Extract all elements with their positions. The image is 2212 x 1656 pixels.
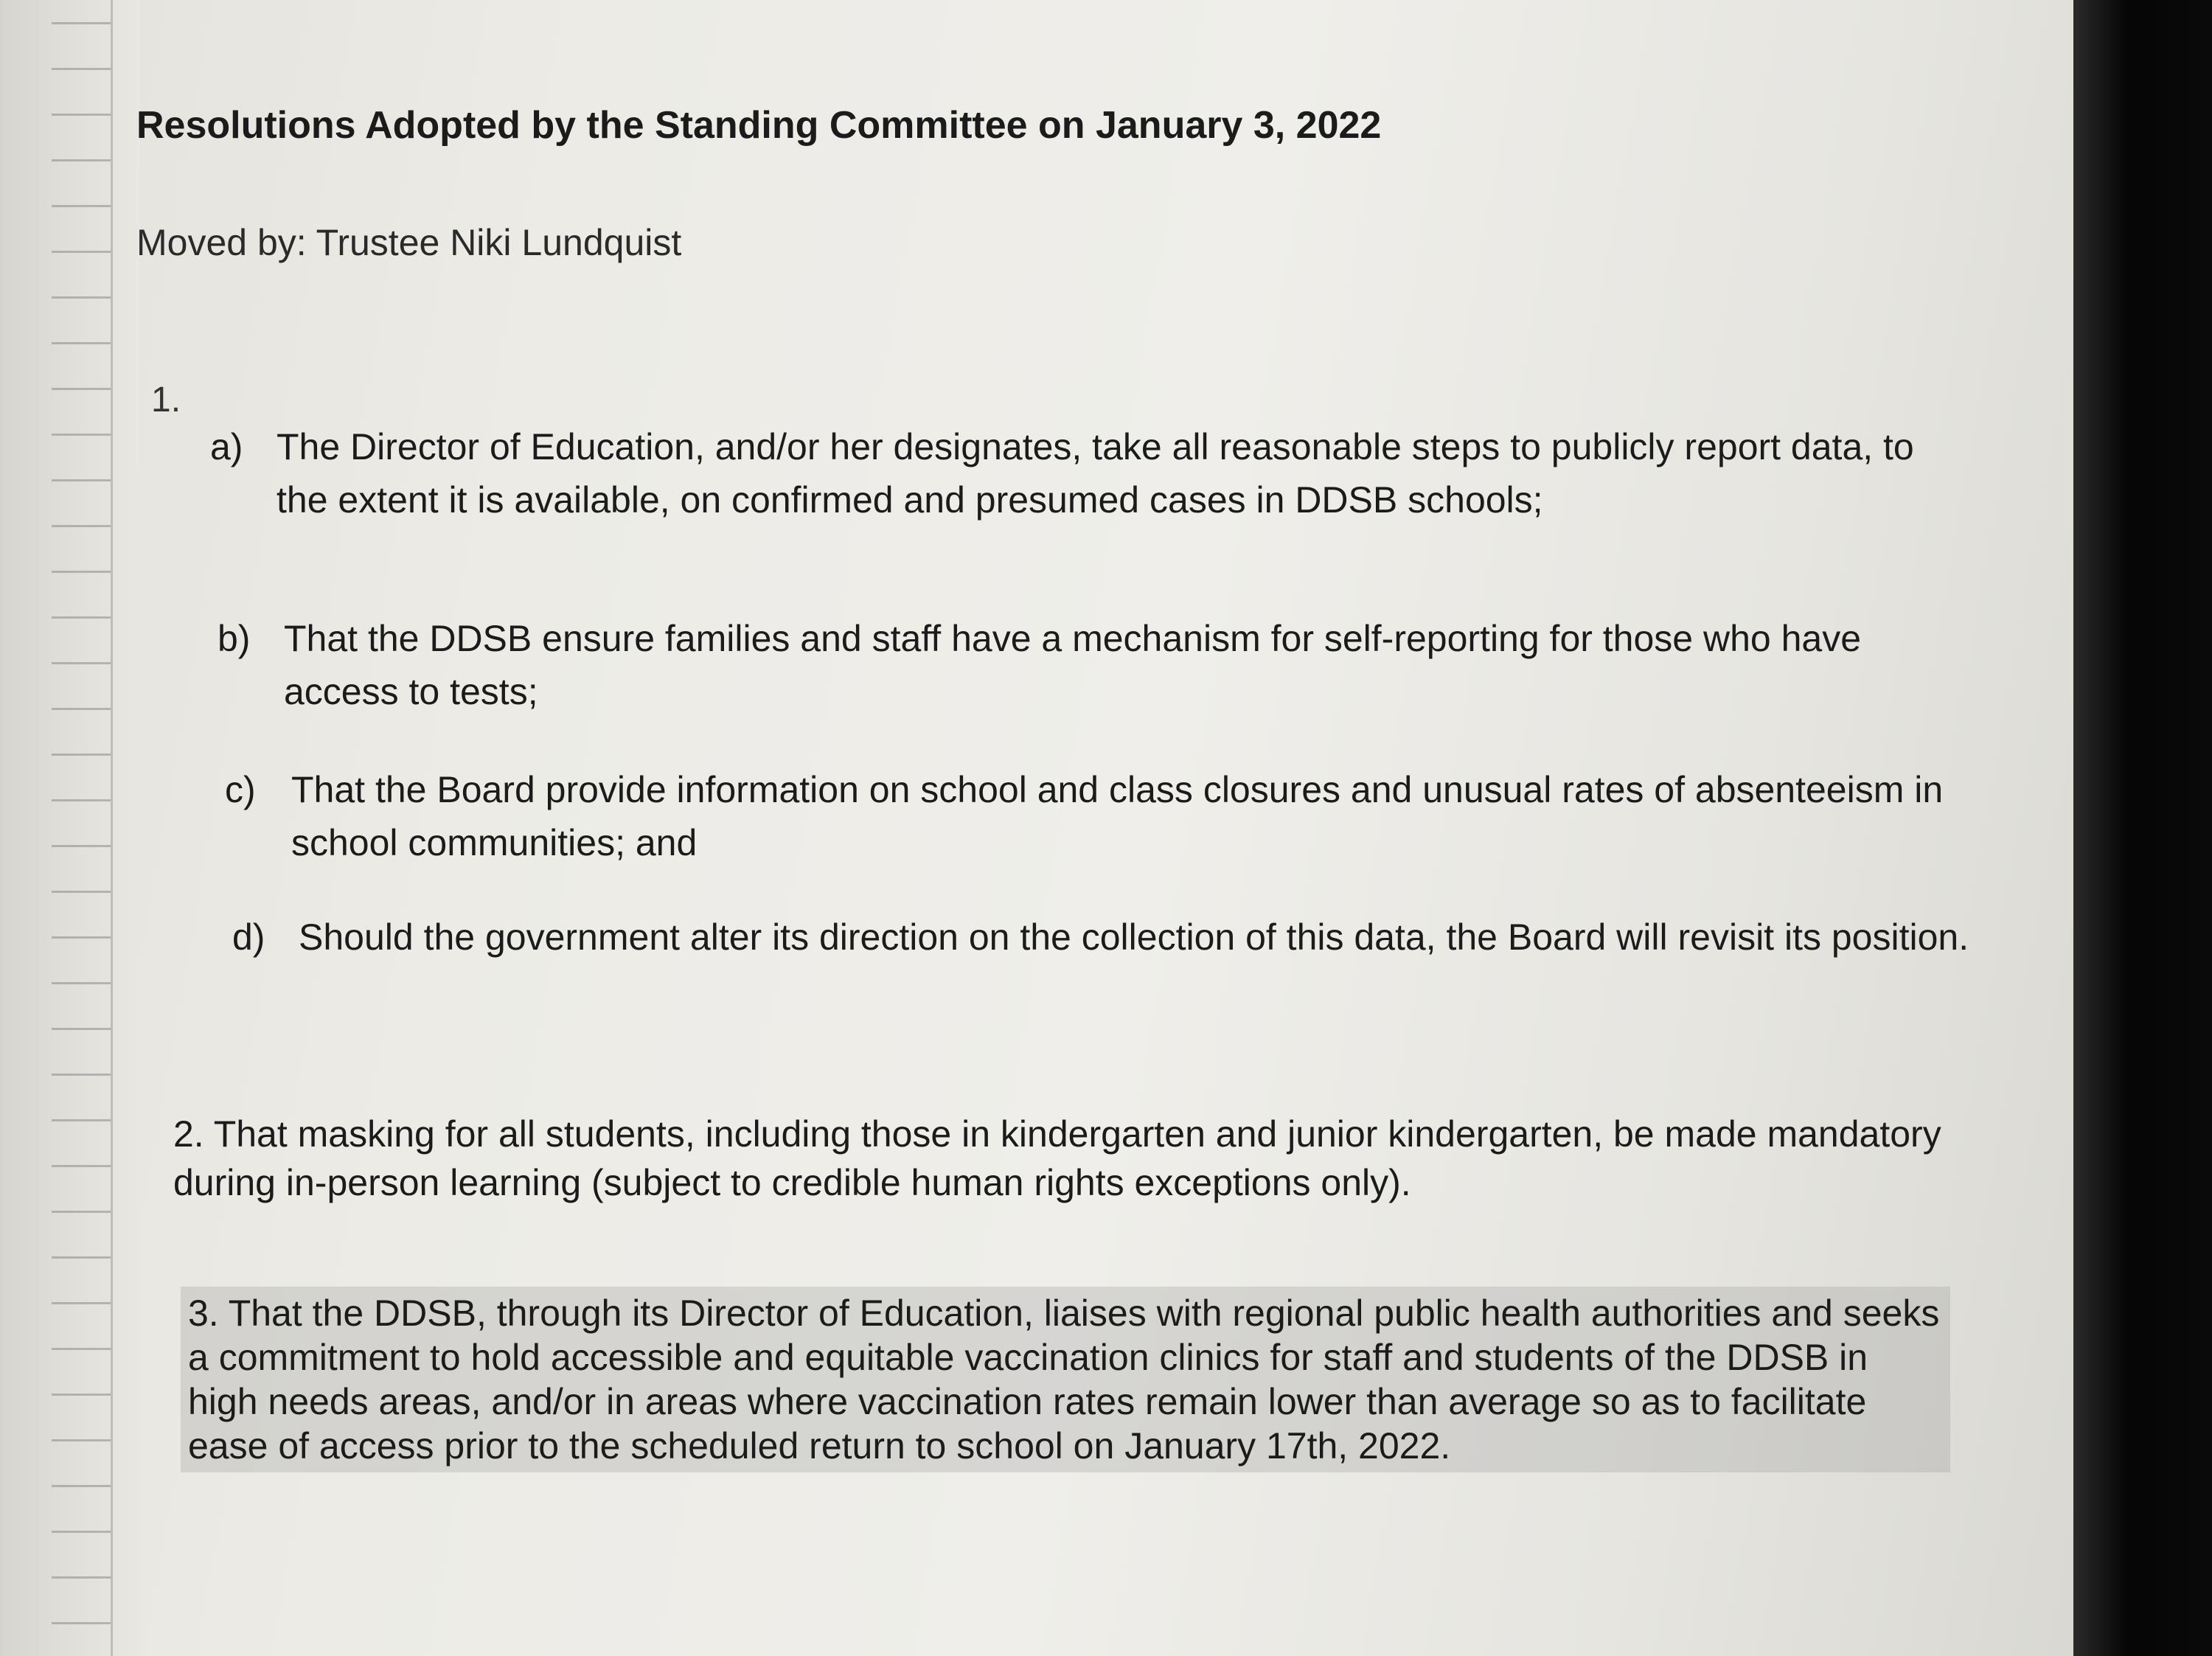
subitem-d-letter: d) xyxy=(232,916,265,958)
left-ruler xyxy=(0,0,140,1656)
subitem-a-text: The Director of Education, and/or her designates, take all reasonable steps to publicly report data, to the extent it is available, on confirmed and presumed cases in DDSB schools; xyxy=(276,426,1914,521)
ruler-ticks xyxy=(52,0,111,1656)
subitem-a-letter: a) xyxy=(210,426,243,467)
item-2-masking: 2. That masking for all students, including those in kindergarten and junior kindergarten, be made mandatory during in-person learning (subject to credible human rights exceptions only). xyxy=(173,1113,1941,1203)
subitem-d-text: Should the government alter its direction on the collection of this data, the Board will revisit its position. xyxy=(299,916,1969,958)
ruler-edge xyxy=(111,0,113,1656)
item-3-vaccination-highlighted[interactable]: 3. That the DDSB, through its Director of Education, liaises with regional public health authorities and seeks a commitment to hold accessible and equitable vaccination clinics for staff and students of the DDSB in high needs areas, and/or in areas where vaccination rates remain lower than average so as to facilitate ease of access prior to the scheduled return to school on January 17th, 2022. xyxy=(181,1287,1950,1472)
item-1-number: 1. xyxy=(151,380,181,420)
subitem-b-text: That the DDSB ensure families and staff have a mechanism for self-reporting for those who have access to tests; xyxy=(284,618,1862,712)
document-title: Resolutions Adopted by the Standing Committee on January 3, 2022 xyxy=(136,104,1382,147)
subitem-c-text: That the Board provide information on school and class closures and unusual rates of absenteeism in school communities; and xyxy=(291,769,1944,863)
moved-by-line: Moved by: Trustee Niki Lundquist xyxy=(136,222,682,263)
subitem-c-letter: c) xyxy=(225,769,256,810)
subitem-b-letter: b) xyxy=(218,618,251,659)
monitor-bezel xyxy=(2073,0,2212,1656)
